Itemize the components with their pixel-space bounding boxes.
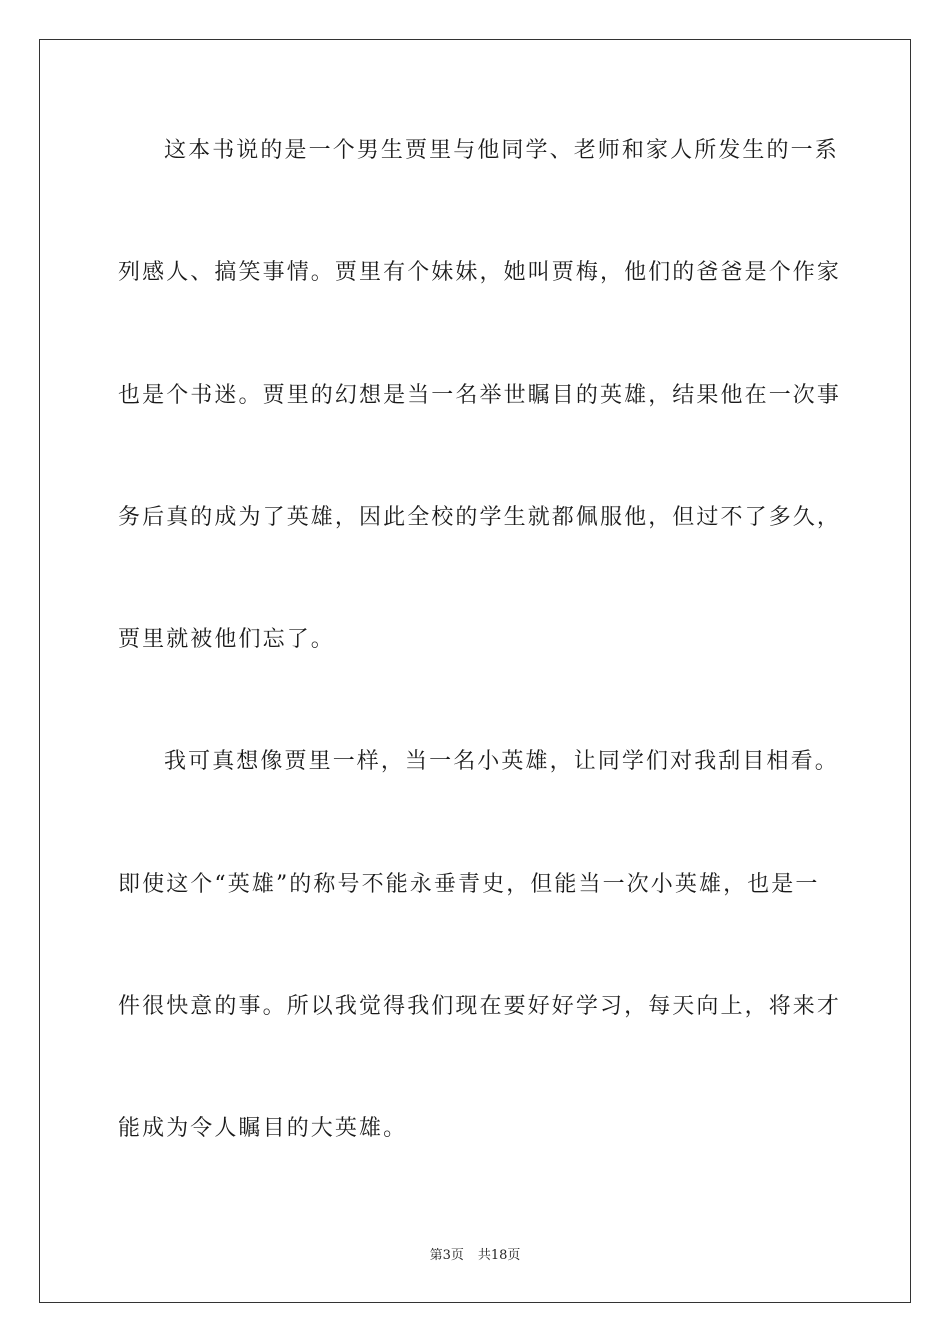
paragraph-2-line-1: 我可真想像贾里一样，当一名小英雄，让同学们对我刮目相看。 <box>164 749 839 774</box>
page-number: 第3页 <box>429 1248 464 1263</box>
paragraph-2-line-3: 件很快意的事。所以我觉得我们现在要好好学习，每天向上，将来才 <box>118 994 842 1019</box>
page-total: 共18页 <box>477 1248 521 1263</box>
paragraph-2-line-2: 即使这个“英雄”的称号不能永垂青史，但能当一次小英雄，也是一 <box>118 872 820 897</box>
paragraph-1-line-1: 这本书说的是一个男生贾里与他同学、老师和家人所发生的一系 <box>164 138 839 163</box>
paragraph-1-line-5: 贾里就被他们忘了。 <box>118 627 335 652</box>
paragraph-2-line-4: 能成为令人瞩目的大英雄。 <box>118 1116 408 1141</box>
paragraph-1-line-2: 列感人、搞笑事情。贾里有个妹妹，她叫贾梅，他们的爸爸是个作家 <box>118 260 842 285</box>
paragraph-1-line-4: 务后真的成为了英雄，因此全校的学生就都佩服他，但过不了多久， <box>118 505 842 530</box>
page-footer <box>0 1247 950 1265</box>
paragraph-1-line-3: 也是个书迷。贾里的幻想是当一名举世瞩目的英雄，结果他在一次事 <box>118 383 842 408</box>
